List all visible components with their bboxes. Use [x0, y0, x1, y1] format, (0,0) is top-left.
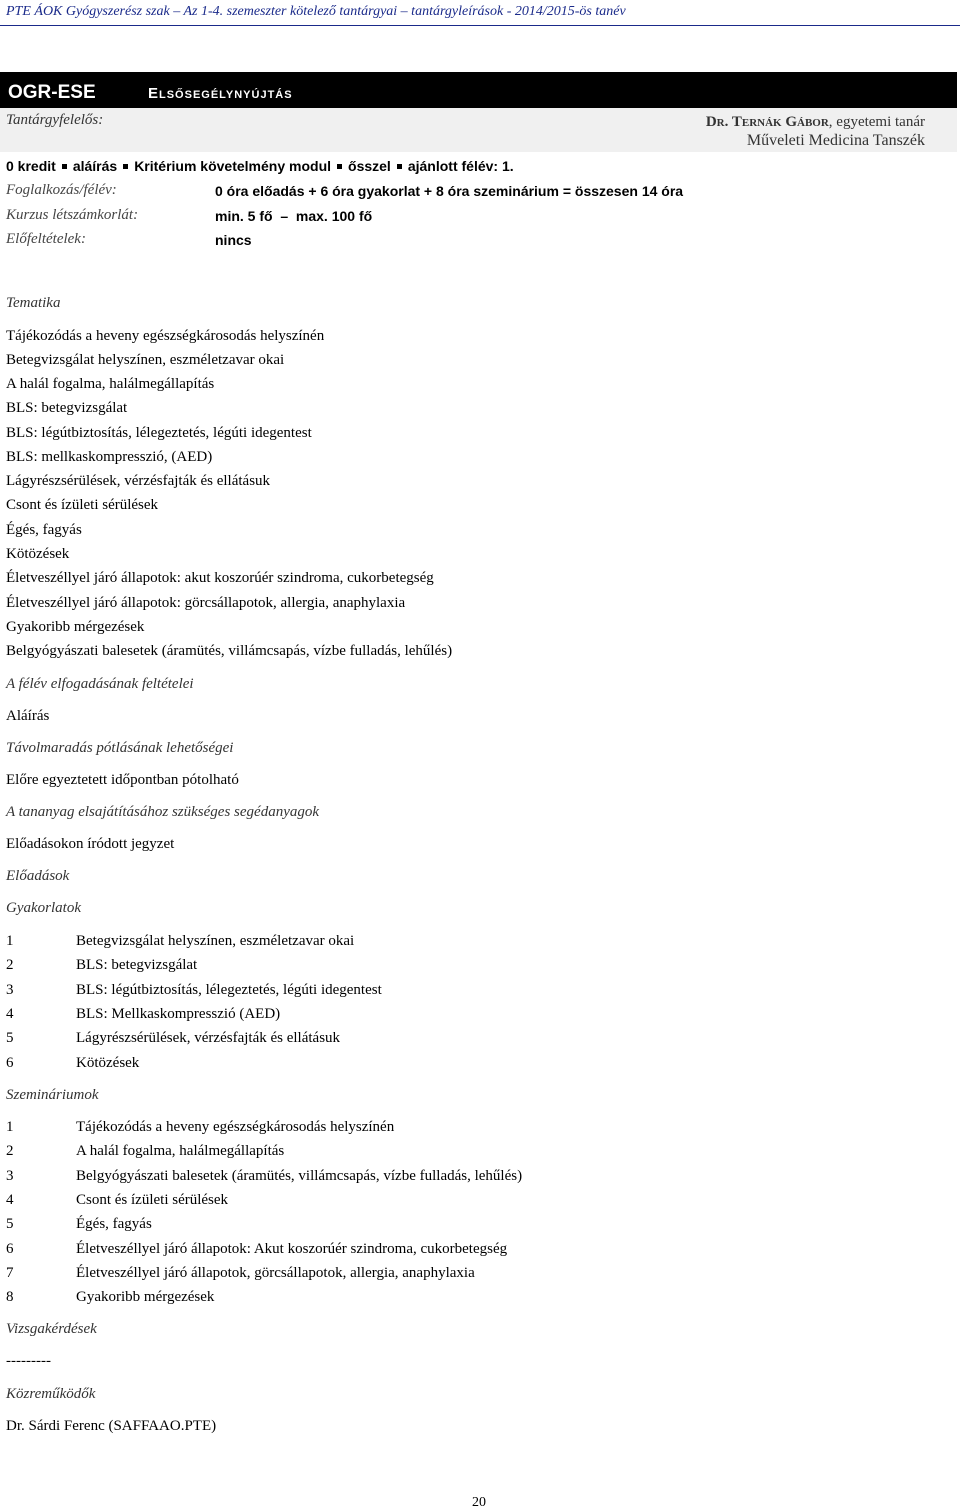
topic-item: BLS: betegvizsgálat: [6, 400, 128, 416]
bullet-square-icon: [397, 164, 402, 169]
materials-text: Előadásokon íródott jegyzet: [6, 836, 175, 852]
acceptance-text: Aláírás: [6, 708, 50, 724]
seminar-item: Csont és ízületi sérülések: [76, 1192, 229, 1208]
credit-part: ősszel: [348, 158, 391, 174]
practical-number: 5: [6, 1030, 14, 1046]
credit-part: Kritérium követelmény modul: [134, 158, 332, 174]
practical-item: BLS: légútbiztosítás, lélegeztetés, légúti idegentest: [76, 982, 382, 998]
credit-part: aláírás: [72, 158, 118, 174]
seminar-item: Égés, fagyás: [76, 1216, 152, 1232]
topic-item: Tájékozódás a heveny egészségkárosodás helyszínén: [6, 328, 325, 344]
practical-item: Lágyrészsérülések, vérzésfajták és ellátásuk: [76, 1030, 341, 1046]
practical-item: Kötözések: [76, 1055, 140, 1071]
heading-absence: Távolmaradás pótlásának lehetőségei: [6, 740, 234, 756]
responsible-department: Műveleti Medicina Tanszék: [746, 132, 925, 149]
practical-item: Betegvizsgálat helyszínen, eszméletzavar okai: [76, 933, 355, 949]
topic-item: Gyakoribb mérgezések: [6, 619, 145, 635]
seminar-number: 4: [6, 1192, 14, 1208]
responsible-label: Tantárgyfelelős:: [6, 112, 104, 128]
responsible-title: , egyetemi tanár: [828, 114, 925, 130]
responsible-name: Dr. Ternák Gábor: [705, 114, 829, 130]
header-rule: [0, 25, 960, 26]
contributors-text: Dr. Sárdi Ferenc (SAFFAAO.PTE): [6, 1418, 217, 1434]
topic-item: Égés, fagyás: [6, 522, 82, 538]
seminar-item: Gyakoribb mérgezések: [76, 1289, 215, 1305]
topic-item: Betegvizsgálat helyszínen, eszméletzavar okai: [6, 352, 285, 368]
heading-seminars: Szemináriumok: [6, 1087, 99, 1103]
seminar-number: 2: [6, 1143, 14, 1159]
seminar-item: A halál fogalma, halálmegállapítás: [76, 1143, 285, 1159]
practical-number: 3: [6, 982, 14, 998]
seminar-number: 6: [6, 1241, 14, 1257]
bullet-square-icon: [337, 164, 342, 169]
seminar-number: 7: [6, 1265, 14, 1281]
info-label-prereq: Előfeltételek:: [6, 231, 86, 247]
seminar-item: Életveszéllyel járó állapotok: Akut koszorúér szindroma, cukorbetegség: [76, 1241, 508, 1257]
responsible-band: [0, 108, 957, 152]
credit-part: 0 kredit: [6, 158, 56, 174]
heading-exam: Vizsgakérdések: [6, 1321, 97, 1337]
topic-item: Életveszéllyel járó állapotok: akut koszorúér szindroma, cukorbetegség: [6, 570, 434, 586]
heading-tematika: Tematika: [6, 295, 61, 311]
seminar-number: 3: [6, 1168, 14, 1184]
seminar-item: Belgyógyászati balesetek (áramütés, villámcsapás, vízbe fulladás, lehűlés): [76, 1168, 523, 1184]
practical-item: BLS: Mellkaskompresszió (AED): [76, 1006, 281, 1022]
topic-item: Belgyógyászati balesetek (áramütés, villámcsapás, vízbe fulladás, lehűlés): [6, 643, 453, 659]
heading-acceptance: A félév elfogadásának feltételei: [6, 676, 194, 692]
seminar-number: 1: [6, 1119, 14, 1135]
info-value-prereq: nincs: [215, 232, 252, 248]
info-value-hours: 0 óra előadás + 6 óra gyakorlat + 8 óra szeminárium = összesen 14 óra: [215, 183, 684, 199]
heading-practicals: Gyakorlatok: [6, 900, 81, 916]
heading-contributors: Közreműködők: [6, 1386, 96, 1402]
credit-part: ajánlott félév: 1.: [407, 158, 514, 174]
topic-item: Életveszéllyel járó állapotok: görcsállapotok, allergia, anaphylaxia: [6, 595, 406, 611]
topic-item: BLS: mellkaskompresszió, (AED): [6, 449, 213, 465]
topic-item: BLS: légútbiztosítás, lélegeztetés, légúti idegentest: [6, 425, 312, 441]
practical-number: 2: [6, 957, 14, 973]
practical-number: 6: [6, 1055, 14, 1071]
seminar-number: 5: [6, 1216, 14, 1232]
seminar-item: Tájékozódás a heveny egészségkárosodás helyszínén: [76, 1119, 395, 1135]
page-number: 20: [472, 1495, 486, 1510]
bullet-square-icon: [62, 164, 67, 169]
course-title: Elsősegélynyújtás: [148, 85, 293, 102]
exam-text: ---------: [6, 1353, 51, 1369]
absence-text: Előre egyeztetett időpontban pótolható: [6, 772, 239, 788]
course-title-bar: [0, 72, 957, 108]
info-label-enrollment: Kurzus létszámkorlát:: [6, 207, 139, 223]
heading-lectures: Előadások: [6, 868, 70, 884]
seminar-item: Életveszéllyel járó állapotok, görcsállapotok, allergia, anaphylaxia: [76, 1265, 475, 1281]
seminar-number: 8: [6, 1289, 14, 1305]
heading-materials: A tananyag elsajátításához szükséges segédanyagok: [6, 804, 320, 820]
topic-item: Kötözések: [6, 546, 70, 562]
info-value-enrollment: min. 5 fő – max. 100 fő: [215, 208, 373, 224]
practical-item: BLS: betegvizsgálat: [76, 957, 198, 973]
practical-number: 1: [6, 933, 14, 949]
info-label-hours: Foglalkozás/félév:: [6, 182, 117, 198]
credit-line: [6, 158, 514, 174]
course-code: OGR-ESE: [8, 82, 96, 103]
bullet-square-icon: [123, 164, 128, 169]
responsible-name-line: [706, 114, 925, 131]
topic-item: Lágyrészsérülések, vérzésfajták és ellátásuk: [6, 473, 271, 489]
practical-number: 4: [6, 1006, 14, 1022]
topic-item: Csont és ízületi sérülések: [6, 497, 159, 513]
topic-item: A halál fogalma, halálmegállapítás: [6, 376, 215, 392]
running-head: PTE ÁOK Gyógyszerész szak – Az 1-4. szemeszter kötelező tantárgyai – tantárgyleírások - 2014/2015-ös tanév: [6, 4, 626, 19]
